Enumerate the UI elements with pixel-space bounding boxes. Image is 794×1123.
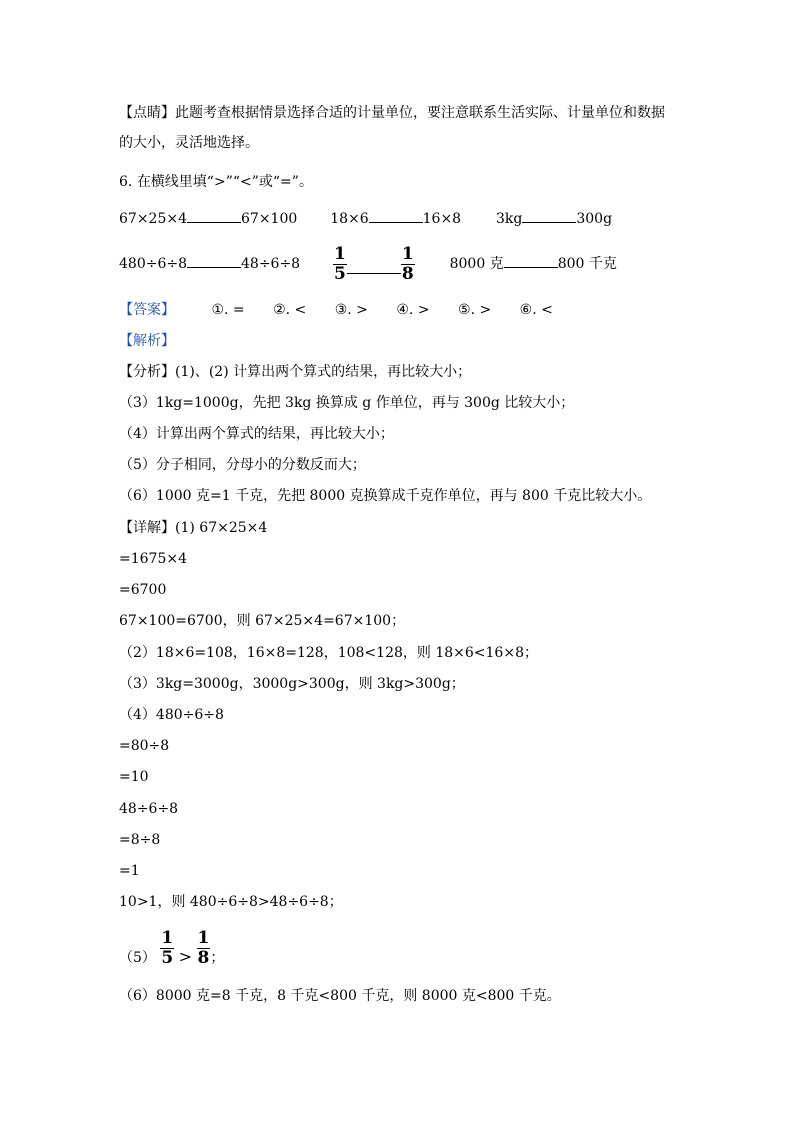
answer-item: ④. > <box>396 302 430 318</box>
detail-line: （3）3kg=3000g，3000g>300g，则 3kg>300g； <box>119 676 465 692</box>
analysis-line: （3）1kg=1000g，先把 3kg 换算成 g 作单位，再与 300g 比较大小； <box>119 395 575 411</box>
fraction-numerator: 1 <box>401 243 414 264</box>
expr-a-left: 67×25×4 <box>119 211 187 227</box>
detail5-suffix: ； <box>210 950 225 966</box>
expr-b-left: 18×6 <box>330 211 369 227</box>
blank-5[interactable] <box>347 259 401 274</box>
analysis-line: 【分析】(1)、(2) 计算出两个算式的结果，再比较大小； <box>119 364 472 380</box>
detail-line: 10>1，则 480÷6÷8>48÷6÷8； <box>119 894 343 910</box>
answer-label: 【答案】 <box>119 302 175 318</box>
detail-line-5 <box>119 926 224 980</box>
expr-a-right: 67×100 <box>241 211 298 227</box>
blank-1[interactable] <box>187 208 241 223</box>
question-stem <box>119 172 313 192</box>
detail-line: =8÷8 <box>119 832 161 848</box>
fraction-numerator: 1 <box>334 243 346 264</box>
answer-item: ⑤. > <box>458 302 492 318</box>
detail5-prefix: （5） <box>119 950 156 966</box>
detail-line: =80÷8 <box>119 738 170 754</box>
question-row-2 <box>119 244 617 284</box>
expr-c-left: 3kg <box>496 211 523 227</box>
expr-d-left: 480÷6÷8 <box>119 256 187 272</box>
fraction-denominator: 8 <box>401 263 414 284</box>
fraction-one-fifth <box>333 245 347 284</box>
fraction-one-eighth <box>401 245 415 284</box>
answer-line <box>119 300 553 320</box>
detail-line: （4）480÷6÷8 <box>119 707 224 723</box>
blank-4[interactable] <box>187 253 241 268</box>
blank-6[interactable] <box>504 253 558 268</box>
analysis-line: （6）1000 克=1 千克，先把 8000 克换算成千克作单位，再与 800 千克比较大小。 <box>119 488 652 504</box>
fraction-denominator: 5 <box>334 263 346 284</box>
detail-line: =1675×4 <box>119 551 187 567</box>
detail-line: 【详解】(1) 67×25×4 <box>119 520 268 536</box>
comment-line-1: 【点睛】此题考查根据情景选择合适的计量单位，要注意联系生活实际、计量单位和数据 <box>119 105 665 121</box>
answer-item: ②. < <box>273 302 307 318</box>
analysis-label: 【解析】 <box>119 333 175 349</box>
detail-line: （2）18×6=108，16×8=128，108<128，则 18×6<16×8； <box>119 645 538 661</box>
analysis-line: （5）分子相同，分母小的分数反而大； <box>119 457 366 473</box>
fraction-numerator: 1 <box>197 927 210 948</box>
expr-f-right: 800 千克 <box>557 256 617 272</box>
fraction-one-eighth <box>197 929 211 968</box>
answer-item: ③. > <box>334 302 368 318</box>
expr-c-right: 300g <box>576 211 613 227</box>
fraction-denominator: 5 <box>161 947 174 968</box>
fraction-numerator: 1 <box>161 927 174 948</box>
comment-line-2: 的大小，灵活地选择。 <box>119 135 259 151</box>
analysis-line: （4）计算出两个算式的结果，再比较大小； <box>119 426 394 442</box>
answer-item: ①. = <box>211 302 245 318</box>
detail-line: 48÷6÷8 <box>119 801 179 817</box>
answer-item: ⑥. < <box>519 302 553 318</box>
fraction-denominator: 8 <box>197 947 210 968</box>
detail-line: =1 <box>119 863 140 879</box>
expr-f-left: 8000 克 <box>449 256 504 272</box>
detail-line: 67×100=6700，则 67×25×4=67×100； <box>119 613 406 629</box>
question-number: 6. <box>119 174 133 190</box>
expr-d-right: 48÷6÷8 <box>241 256 301 272</box>
detail-line-6: （6）8000 克=8 千克，8 千克<800 千克，则 8000 克<800 千克。 <box>119 988 561 1004</box>
fraction-one-fifth <box>160 929 174 968</box>
question-text: 在横线里填“>”“<”或“=”。 <box>136 174 313 190</box>
expr-b-right: 16×8 <box>422 211 462 227</box>
detail-line: =10 <box>119 769 149 785</box>
greater-than-sign: > <box>178 947 193 966</box>
blank-2[interactable] <box>369 208 423 223</box>
detail-line: =6700 <box>119 582 167 598</box>
question-row-1 <box>119 208 612 229</box>
blank-3[interactable] <box>522 208 576 223</box>
